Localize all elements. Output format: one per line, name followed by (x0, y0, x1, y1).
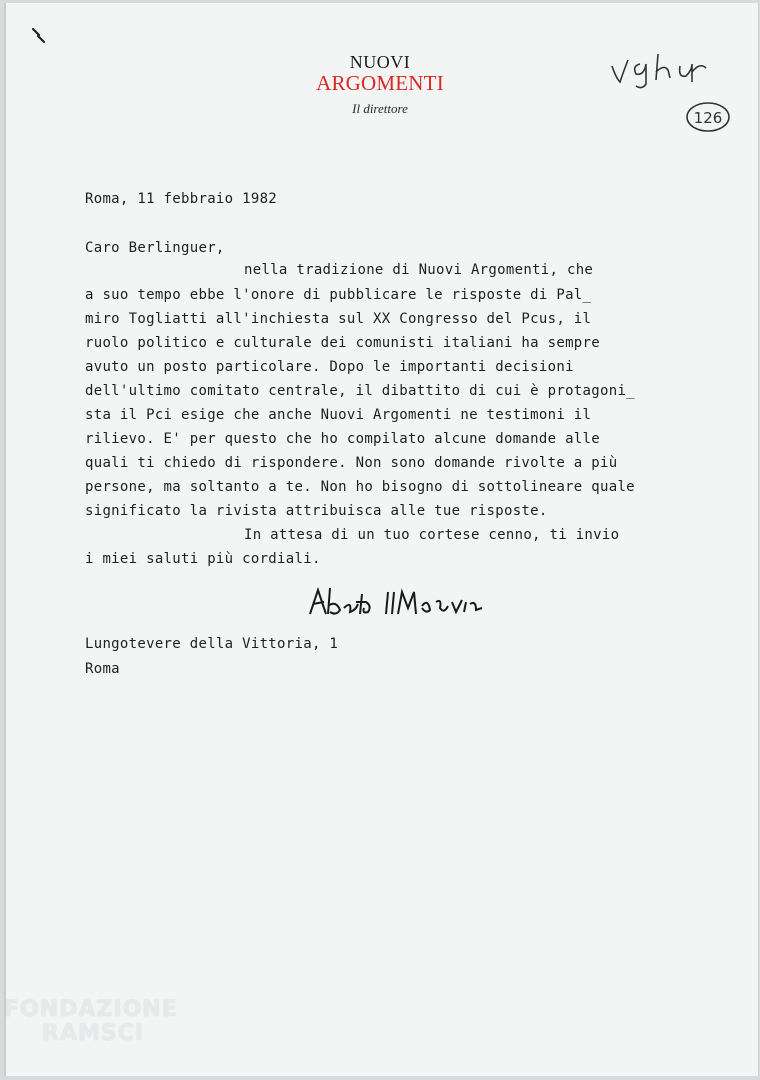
archive-number: 126 (693, 109, 723, 127)
watermark-line1: FONDAZIONE (4, 997, 178, 1022)
archive-number-stamp (684, 100, 732, 134)
body-line: sta il Pci esige che anche Nuovi Argomenti ne testimoni il (85, 407, 592, 423)
body-line: quali ti chiedo di rispondere. Non sono domande rivolte a più (85, 455, 618, 471)
body-line: significato la rivista attribuisca alle tue risposte. (85, 503, 548, 519)
body-line: a suo tempo ebbe l'onore di pubblicare le risposte di Pal_ (85, 287, 592, 303)
archive-watermark (4, 998, 194, 1046)
body-line: rilievo. E' per questo che ho compilato alcune domande alle (85, 431, 600, 447)
body-line: nella tradizione di Nuovi Argomenti, che (244, 262, 594, 278)
ink-mark (30, 26, 50, 46)
address-street: Lungotevere della Vittoria, 1 (85, 636, 339, 652)
signature (306, 584, 486, 624)
letterhead-line-nuovi: NUOVI (349, 52, 411, 72)
watermark-line2: RAMSCI (42, 1021, 145, 1046)
body-line: dell'ultimo comitato centrale, il dibattito di cui è protagoni_ (85, 383, 635, 399)
handwritten-note (606, 52, 716, 92)
body-line: persone, ma soltanto a te. Non ho bisogno di sottolineare quale (85, 479, 635, 495)
salutation: Caro Berlinguer, (85, 240, 225, 256)
place-date: Roma, 11 febbraio 1982 (85, 191, 278, 207)
body-line: i miei saluti più cordiali. (85, 551, 321, 567)
letterhead-line-argomenti: ARGOMENTI (316, 71, 444, 95)
body-line: In attesa di un tuo cortese cenno, ti invio (244, 527, 620, 543)
body-line: avuto un posto particolare. Dopo le importanti decisioni (85, 359, 574, 375)
body-line: ruolo politico e culturale dei comunisti italiani ha sempre (85, 335, 600, 351)
letterhead-subtitle: Il direttore (352, 101, 408, 116)
body-line: miro Togliatti all'inchiesta sul XX Congresso del Pcus, il (85, 311, 592, 327)
address-city: Roma (85, 661, 120, 677)
